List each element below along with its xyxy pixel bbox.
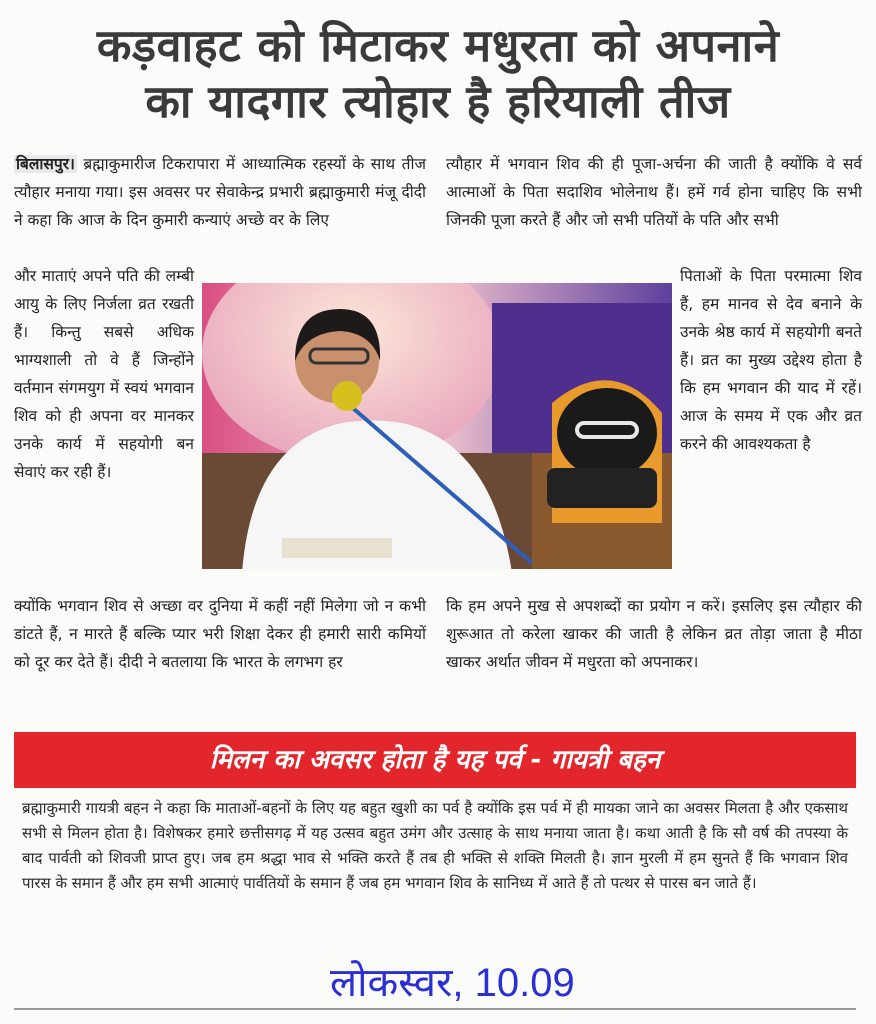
dateline: बिलासपुर। [16, 155, 75, 173]
notebook [282, 538, 392, 558]
article-column-left-mid: और माताएं अपने पति की लम्बी आयु के लिए निर्जला व्रत रखती हैं। किन्तु सबसे अधिक भाग्यशाली तो वे हैं जिन्होंने वर्तमान संगमयुग में स्वयं भगवान शिव को ही अपना वर मानकर उनके कार्य में सहयोगी बन सेवाएं कर रही हैं। [14, 267, 194, 481]
article-column-left-bottom: क्योंकि भगवान शिव से अच्छा वर दुनिया में कहीं नहीं मिलेगा जो न कभी डांटते हैं, न मारते हैं बल्कि प्यार भरी शिक्षा देकर ही हमारी सारी कमियों को दूर कर देते हैं। दीदी ने बतलाया कि भारत के लगभग हर [14, 597, 426, 671]
article-column-right-bottom: कि हम अपने मुख से अपशब्दों का प्रयोग न करें। इसलिए इस त्यौहार की शुरूआत तो करेला खाकर की जाती है लेकिन व्रत तोड़ा जाता है मीठा खाकर अर्थात जीवन में मधुरता को अपनाकर। [446, 597, 862, 671]
article-text-left-top: ब्रह्माकुमारीज टिकरापारा में आध्यात्मिक रहस्यों के साथ तीज त्यौहार मनाया गया। इस अवसर पर सेवाकेन्द्र प्रभारी ब्रह्माकुमारी मंजू दीदी ने कहा कि आज के दिन कुमारी कन्याएं अच्छे वर के लिए [14, 155, 427, 229]
sidebox-heading-banner: मिलन का अवसर होता है यह पर्व - गायत्री बहन [14, 732, 856, 788]
headline [0, 18, 876, 130]
article-column-right-top: त्यौहार में भगवान शिव की ही पूजा-अर्चना की जाती है क्योंकि वे सर्व आत्माओं के पिता सदाशिव भोलेनाथ हैं। हमें गर्व होना चाहिए कि सभी जिनकी पूजा करते हैं और जो सभी पतियों के पति और सभी [446, 155, 862, 229]
article-column-left-top [14, 150, 426, 234]
news-photo [202, 283, 672, 569]
source-credit: लोकस्वर, 10.09 [330, 961, 575, 1005]
headline-line-1: कड़वाहट को मिटाकर मधुरता को अपनाने [96, 19, 780, 72]
shivling [557, 388, 657, 478]
bottom-rule [14, 1008, 856, 1010]
sidebox-text: ब्रह्माकुमारी गायत्री बहन ने कहा कि माताओं-बहनों के लिए यह बहुत खुशी का पर्व है क्योंकि इस पर्व में ही मायका जाने का अवसर मिलता है और एकसाथ सभी से मिलन होता है। विशेषकर हमारे छत्तीसगढ़ में यह उत्सव बहुत उमंग और उत्साह के साथ मनाया जाता है। कथा आती है कि सौ वर्ष की तपस्या के बाद पार्वती को शिवजी प्राप्त हुए। जब हम श्रद्धा भाव से भक्ति करते हैं तब ही भक्ति से शक्ति मिलती है। ज्ञान मुरली में हम सुनते हैं कि भगवान शिव पारस के समान हैं और हम सभी आत्माएं पार्वतियों के समान हैं जब हम भगवान शिव के सानिध्य में आते हैं तो पत्थर से पारस बन जाते हैं। [22, 799, 848, 892]
microphone-head [332, 381, 362, 411]
shivling-base [547, 468, 657, 508]
headline-line-2: का यादगार त्योहार है हरियाली तीज [145, 75, 731, 128]
article-column-right-mid: पिताओं के पिता परमात्मा शिव हैं, हम मानव से देव बनाने के उनके श्रेष्ठ कार्य में सहयोगी बनते हैं। व्रत का मुख्य उद्देश्य होता है कि हम भगवान की याद में रहें। आज के समय में एक और व्रत करने की आवश्यकता है [680, 267, 862, 453]
